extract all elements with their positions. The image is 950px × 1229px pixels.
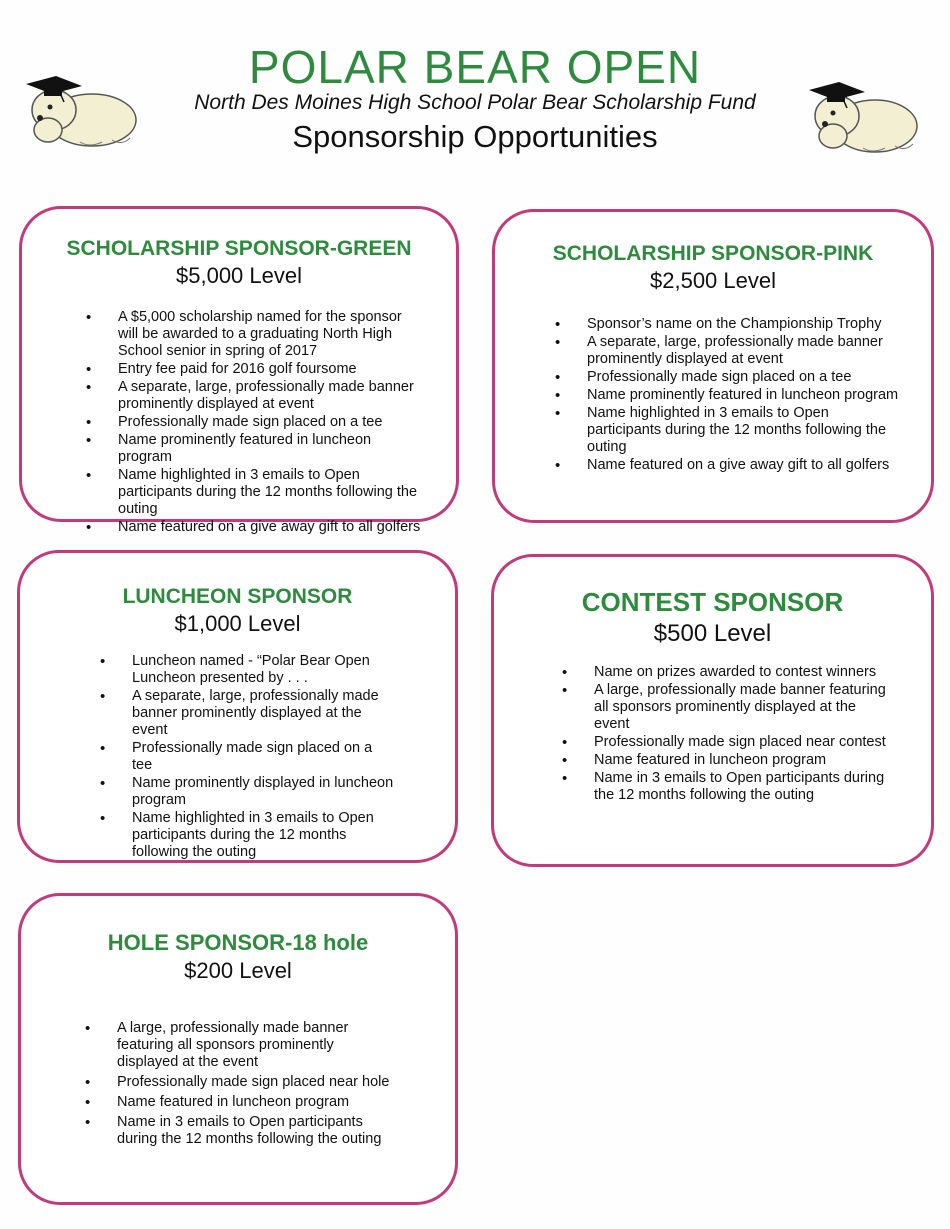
sponsor-card-title: HOLE SPONSOR-18 hole	[107, 930, 369, 955]
benefit-item: • Sponsor’s name on the Championship Trophy	[587, 316, 903, 333]
benefit-list	[514, 664, 911, 804]
page-title: POLAR BEAR OPEN	[248, 41, 702, 93]
benefit-item: • Professionally made sign placed near contest	[594, 734, 891, 751]
sponsor-card-level: $200 Level	[184, 958, 292, 983]
benefit-item: • Name on prizes awarded to contest winners	[594, 664, 891, 681]
sponsor-card-level: $500 Level	[653, 620, 772, 647]
benefit-list	[41, 1020, 435, 1148]
benefit-item: • Name prominently displayed in luncheon program	[132, 775, 395, 809]
benefit-item: • Name in 3 emails to Open participants during the 12 months following the outing	[594, 770, 891, 804]
benefit-item: • Professionally made sign placed on a tee	[132, 740, 395, 774]
benefit-item: • Luncheon named - “Polar Bear Open Luncheon presented by . . .	[132, 653, 395, 687]
sponsor-card-level: $5,000 Level	[176, 263, 302, 288]
sponsor-card-level: $2,500 Level	[650, 268, 776, 293]
benefit-item: • Name featured on a give away gift to all golfers	[587, 457, 903, 474]
sponsor-card-title: SCHOLARSHIP SPONSOR-GREEN	[66, 237, 412, 260]
benefit-item: • A separate, large, professionally made banner prominently displayed at event	[587, 334, 903, 368]
sponsor-card-scholarship-green	[19, 206, 459, 535]
sponsor-card-title: CONTEST SPONSOR	[581, 587, 844, 617]
sponsor-card-scholarship-pink	[492, 209, 934, 523]
sponsor-card-hole	[18, 893, 458, 1205]
benefit-list	[40, 653, 435, 861]
benefit-list	[42, 309, 436, 536]
sponsor-card-title: LUNCHEON SPONSOR	[122, 585, 353, 608]
benefit-item: • Professionally made sign placed on a tee	[587, 369, 903, 386]
benefit-item: • Name highlighted in 3 emails to Open participants during the 12 months following the outing	[118, 467, 422, 518]
sponsor-card-level: $1,000 Level	[174, 611, 301, 636]
benefit-item: • Name featured on a give away gift to all golfers	[118, 519, 422, 536]
page-heading: Sponsorship Opportunities	[292, 119, 658, 154]
benefit-item: • A large, professionally made banner featuring all sponsors prominently displayed at the event	[117, 1020, 395, 1071]
benefit-item: • A separate, large, professionally made banner prominently displayed at the event	[132, 688, 395, 739]
benefit-item: • Name featured in luncheon program	[594, 752, 891, 769]
benefit-item: • Name featured in luncheon program	[117, 1094, 395, 1111]
benefit-item: • A separate, large, professionally made banner prominently displayed at event	[118, 379, 422, 413]
benefit-list	[515, 316, 911, 474]
sponsor-card-luncheon	[17, 550, 458, 863]
benefit-item: • Professionally made sign placed on a tee	[118, 414, 422, 431]
benefit-item: • Name prominently featured in luncheon program	[587, 387, 903, 404]
benefit-item: • A large, professionally made banner featuring all sponsors prominently displayed at the event	[594, 682, 891, 733]
benefit-item: • Name prominently featured in luncheon program	[118, 432, 422, 466]
benefit-item: • A $5,000 scholarship named for the sponsor will be awarded to a graduating North High School senior in spring of 2017	[118, 309, 422, 360]
benefit-item: • Name highlighted in 3 emails to Open participants during the 12 months following the outing	[132, 810, 395, 861]
sponsor-card-contest	[491, 554, 934, 867]
benefit-item: • Entry fee paid for 2016 golf foursome	[118, 361, 422, 378]
benefit-item: • Name highlighted in 3 emails to Open participants during the 12 months following the outing	[587, 405, 903, 456]
page-subtitle: North Des Moines High School Polar Bear Scholarship Fund	[194, 91, 756, 114]
sponsor-card-title: SCHOLARSHIP SPONSOR-PINK	[552, 242, 874, 265]
benefit-item: • Professionally made sign placed near hole	[117, 1074, 395, 1091]
benefit-item: • Name in 3 emails to Open participants during the 12 months following the outing	[117, 1114, 395, 1148]
